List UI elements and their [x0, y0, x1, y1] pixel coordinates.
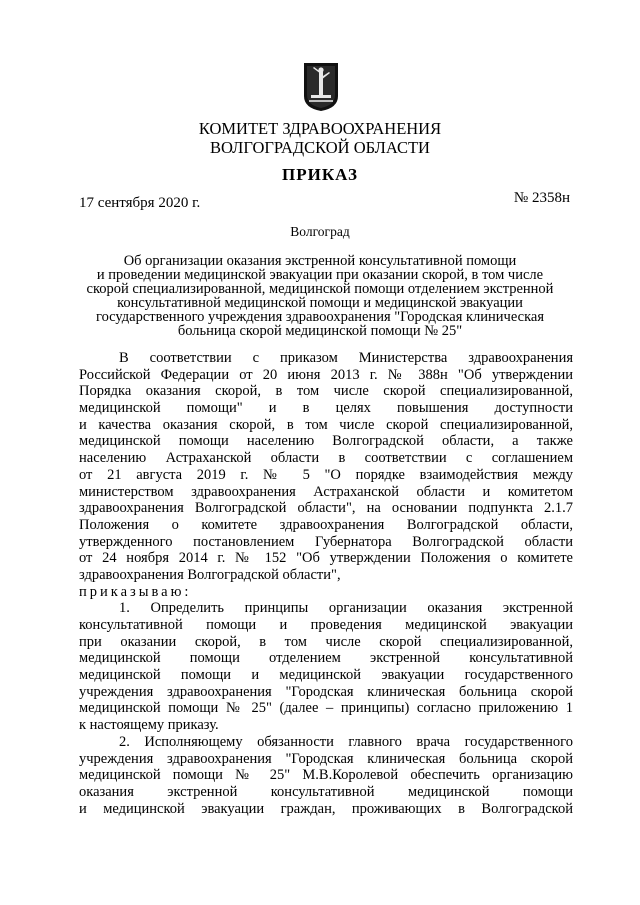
item1-line: медицинской помощи отделением экстренной консультативной [79, 650, 573, 667]
item1-line: учреждения здравоохранения "Городская клиническая больница скорой [79, 683, 573, 700]
preamble-line: медицинской помощи населению Волгоградской области, а также [79, 433, 573, 450]
item1-line: при оказании скорой, в том числе скорой специализированной, [79, 633, 573, 650]
item1-line: медицинской помощи и медицинской эвакуации государственного [79, 667, 573, 684]
preamble-line: от 21 августа 2019 г. № 5 "О порядке взаимодействия между [79, 466, 573, 483]
title-line: государственного учреждения здравоохранения "Городская клиническая [95, 309, 545, 325]
preamble-line: утвержденного постановлением Губернатора Волгоградской области [79, 533, 573, 550]
document-city: Волгоград [290, 224, 350, 239]
preamble-line: здравоохранения Волгоградской области", на основании подпункта 2.1.7 [79, 500, 573, 517]
item1-line: медицинской помощи № 25" (далее – принципы) согласно приложению 1 [79, 700, 573, 717]
title-line: больница скорой медицинской помощи № 25" [177, 323, 463, 339]
preamble-line: Положения о комитете здравоохранения Волгоградской области, [79, 516, 573, 533]
org-name-line2: ВОЛГОГРАДСКОЙ ОБЛАСТИ [210, 138, 430, 157]
title-line: консультативной медицинской помощи и медицинской эвакуации [117, 295, 523, 311]
preamble-line: населению Астраханской области в соответствии с соглашением [79, 450, 573, 467]
preamble-line: министерством здравоохранения Астраханской области и комитетом [79, 483, 573, 500]
document-date: 17 сентября 2020 г. [79, 195, 201, 211]
preamble-line: Порядка оказания скорой, в том числе скорой специализированной, [79, 383, 573, 400]
preamble-line: медицинской помощи" и в целях повышения доступности [79, 400, 573, 417]
preamble-line: Российской Федерации от 20 июня 2013 г. № 388н "Об утверждении [79, 366, 573, 383]
item2-line: 2. Исполняющему обязанности главного врача государственного [119, 733, 573, 750]
coat-of-arms-icon [303, 62, 339, 112]
item2-line: медицинской помощи № 25" М.В.Королевой обеспечить организацию [79, 767, 573, 784]
preamble-line: здравоохранения Волгоградской области", [79, 566, 341, 583]
org-name-line1: КОМИТЕТ ЗДРАВООХРАНЕНИЯ [198, 119, 442, 138]
document-number: № 2358н [513, 190, 570, 206]
order-word: приказываю: [79, 583, 192, 600]
item1-line: консультативной помощи и проведения медицинской эвакуации [79, 617, 573, 633]
document-type: ПРИКАЗ [282, 165, 358, 184]
document-body [79, 350, 573, 817]
title-line: скорой специализированной, медицинской помощи отделением экстренной [86, 281, 554, 297]
item2-line: оказания экстренной консультативной медицинской помощи [79, 783, 573, 800]
preamble-line: и качества оказания скорой, в том числе скорой специализированной, [79, 416, 573, 433]
title-line: и проведении медицинской эвакуации при оказании скорой, в том числе [96, 267, 544, 283]
title-line: Об организации оказания экстренной консультативной помощи [123, 253, 517, 269]
item2-line: учреждения здравоохранения "Городская клиническая больница скорой [79, 750, 573, 767]
item1-line: 1. Определить принципы организации оказания экстренной [119, 600, 573, 617]
item2-line: и медицинской эвакуации граждан, проживающих в Волгоградской [79, 800, 573, 817]
item1-line: к настоящему приказу. [79, 717, 219, 734]
preamble-line: от 24 ноября 2014 г. № 152 "Об утверждении Положения о комитете [79, 550, 573, 567]
preamble-line: В соответствии с приказом Министерства здравоохранения [119, 350, 573, 366]
